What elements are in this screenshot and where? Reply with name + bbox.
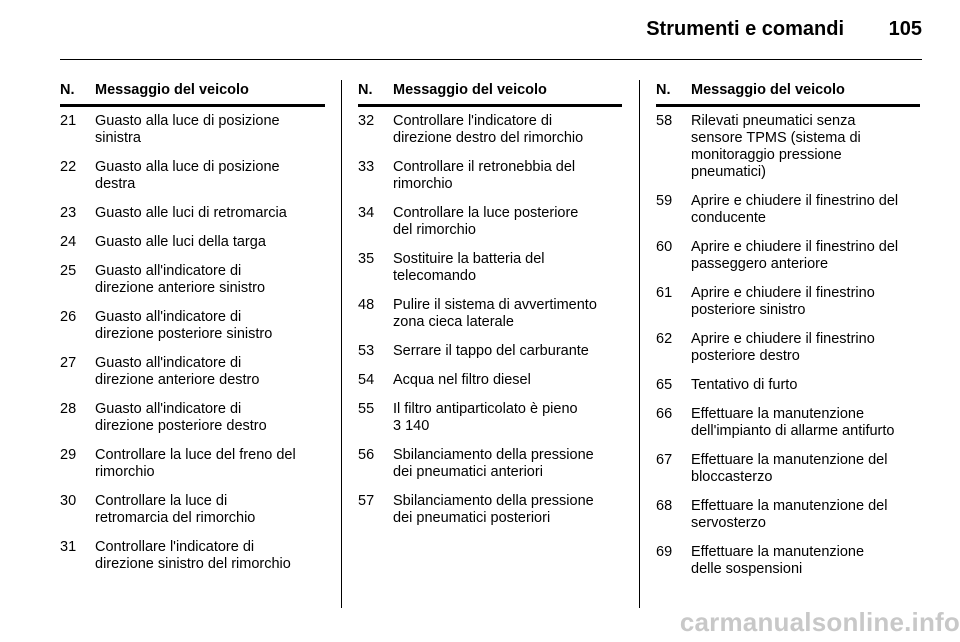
message-line: Effettuare la manutenzione (691, 544, 865, 560)
message-text (95, 447, 325, 481)
message-line: Aprire e chiudere il finestrino (691, 285, 875, 301)
message-number: 26 (60, 309, 77, 325)
message-line: Aprire e chiudere il finestrino del (691, 193, 899, 209)
message-number: 31 (60, 539, 77, 555)
page-number: 105 (888, 18, 922, 40)
table-row (60, 234, 325, 251)
page-title: Strumenti e comandi (646, 18, 844, 40)
message-line: Tentativo di furto (691, 377, 798, 393)
message-line: Pulire il sistema di avvertimento (393, 297, 597, 313)
header-number-label: N. (358, 82, 373, 98)
message-text (691, 331, 920, 365)
message-line: delle sospensioni (691, 561, 803, 577)
table-row (358, 493, 622, 527)
table-row (358, 205, 622, 239)
message-number: 55 (358, 401, 375, 417)
message-text (393, 401, 622, 435)
header-message-label: Messaggio del veicolo (691, 82, 845, 98)
message-line: Effettuare la manutenzione (691, 406, 865, 422)
message-number: 58 (656, 113, 673, 129)
message-number: 27 (60, 355, 77, 371)
message-line: sensore TPMS (sistema di (691, 130, 861, 146)
message-line: Serrare il tappo del carburante (393, 343, 589, 359)
message-text (393, 297, 622, 331)
message-number: 65 (656, 377, 673, 393)
table-row (60, 205, 325, 222)
message-line: Acqua nel filtro diesel (393, 372, 531, 388)
table-row (358, 447, 622, 481)
table-body (656, 113, 920, 578)
table-row (656, 406, 920, 440)
table-body (358, 113, 622, 527)
message-text (95, 113, 325, 147)
message-number: 48 (358, 297, 375, 313)
message-number: 28 (60, 401, 77, 417)
table-row (358, 372, 622, 389)
page-header (60, 0, 922, 60)
message-number: 21 (60, 113, 77, 129)
table-row (358, 401, 622, 435)
table-header (60, 80, 325, 107)
message-text (393, 251, 622, 285)
message-line: zona cieca laterale (393, 314, 514, 330)
message-line: Effettuare la manutenzione del (691, 498, 888, 514)
message-number: 61 (656, 285, 673, 301)
message-line: 3 140 (393, 418, 430, 434)
message-line: bloccasterzo (691, 469, 773, 485)
message-line: direzione posteriore destro (95, 418, 267, 434)
table-row (60, 539, 325, 573)
message-line: Guasto all'indicatore di (95, 309, 242, 325)
message-text (393, 447, 622, 481)
message-line: passeggero anteriore (691, 256, 829, 272)
message-line: Controllare l'indicatore di (95, 539, 255, 555)
table-row (656, 113, 920, 181)
message-line: rimorchio (393, 176, 453, 192)
message-number: 68 (656, 498, 673, 514)
table-row (358, 343, 622, 360)
message-line: Effettuare la manutenzione del (691, 452, 888, 468)
message-text (393, 372, 622, 389)
message-line: destra (95, 176, 136, 192)
header-number-label: N. (60, 82, 75, 98)
message-line: dell'impianto di allarme antifurto (691, 423, 895, 439)
message-text (691, 452, 920, 486)
message-line: Guasto alle luci della targa (95, 234, 266, 250)
message-number: 62 (656, 331, 673, 347)
message-line: Sbilanciamento della pressione (393, 493, 594, 509)
message-line: sinistra (95, 130, 141, 146)
table-row (656, 239, 920, 273)
message-text (95, 355, 325, 389)
message-line: Aprire e chiudere il finestrino (691, 331, 875, 347)
message-text (691, 544, 920, 578)
table-row (656, 498, 920, 532)
message-number: 59 (656, 193, 673, 209)
table-row (60, 355, 325, 389)
table-row (60, 447, 325, 481)
header-message-label: Messaggio del veicolo (95, 82, 249, 98)
column-divider (639, 80, 640, 608)
message-line: del rimorchio (393, 222, 476, 238)
message-number: 24 (60, 234, 77, 250)
message-line: Controllare l'indicatore di (393, 113, 553, 129)
message-line: Guasto all'indicatore di (95, 355, 242, 371)
message-number: 32 (358, 113, 375, 129)
message-text (393, 493, 622, 527)
message-text (393, 159, 622, 193)
message-text (393, 113, 622, 147)
table-row (60, 493, 325, 527)
message-line: Guasto alle luci di retromarcia (95, 205, 287, 221)
message-line: Guasto all'indicatore di (95, 401, 242, 417)
table-row (358, 297, 622, 331)
message-number: 22 (60, 159, 77, 175)
message-line: direzione anteriore destro (95, 372, 260, 388)
message-line: posteriore sinistro (691, 302, 806, 318)
table-row (656, 377, 920, 394)
table-row (60, 159, 325, 193)
message-number: 34 (358, 205, 375, 221)
table-row (60, 113, 325, 147)
header-number-label: N. (656, 82, 671, 98)
message-text (691, 498, 920, 532)
message-line: Sostituire la batteria del (393, 251, 545, 267)
message-number: 56 (358, 447, 375, 463)
message-text (95, 493, 325, 527)
message-text (95, 309, 325, 343)
message-text (691, 377, 920, 394)
table-row (656, 544, 920, 578)
table-column-2 (358, 80, 622, 539)
column-divider (341, 80, 342, 608)
message-line: posteriore destro (691, 348, 800, 364)
message-line: servosterzo (691, 515, 766, 531)
message-line: Guasto alla luce di posizione (95, 159, 280, 175)
watermark: carmanualsonline.info (679, 607, 960, 637)
message-line: pneumatici) (691, 164, 766, 180)
message-number: 30 (60, 493, 77, 509)
message-text (95, 234, 325, 251)
message-line: Controllare la luce del freno del (95, 447, 296, 463)
message-number: 69 (656, 544, 673, 560)
table-column-3 (656, 80, 920, 590)
message-text (393, 205, 622, 239)
table-column-1 (60, 80, 325, 585)
message-line: direzione anteriore sinistro (95, 280, 266, 296)
message-number: 54 (358, 372, 375, 388)
message-line: conducente (691, 210, 766, 226)
table-row (358, 113, 622, 147)
message-line: Rilevati pneumatici senza (691, 113, 856, 129)
message-number: 35 (358, 251, 375, 267)
table-row (60, 401, 325, 435)
message-line: dei pneumatici posteriori (393, 510, 551, 526)
table-row (60, 309, 325, 343)
message-text (393, 343, 622, 360)
message-line: direzione sinistro del rimorchio (95, 556, 291, 572)
message-number: 23 (60, 205, 77, 221)
message-line: Guasto all'indicatore di (95, 263, 242, 279)
message-number: 67 (656, 452, 673, 468)
message-text (95, 205, 325, 222)
message-line: Il filtro antiparticolato è pieno (393, 401, 578, 417)
table-body (60, 113, 325, 573)
header-message-label: Messaggio del veicolo (393, 82, 547, 98)
message-number: 25 (60, 263, 77, 279)
message-text (95, 539, 325, 573)
message-text (95, 263, 325, 297)
table-header (358, 80, 622, 107)
message-number: 60 (656, 239, 673, 255)
message-text (691, 239, 920, 273)
table-row (656, 331, 920, 365)
message-text (95, 159, 325, 193)
message-number: 66 (656, 406, 673, 422)
table-row (358, 251, 622, 285)
message-line: direzione destro del rimorchio (393, 130, 584, 146)
message-line: Aprire e chiudere il finestrino del (691, 239, 899, 255)
message-text (691, 113, 920, 181)
message-number: 33 (358, 159, 375, 175)
message-line: dei pneumatici anteriori (393, 464, 543, 480)
message-line: retromarcia del rimorchio (95, 510, 256, 526)
message-line: Controllare la luce di (95, 493, 228, 509)
message-line: monitoraggio pressione (691, 147, 842, 163)
message-line: telecomando (393, 268, 477, 284)
message-line: rimorchio (95, 464, 155, 480)
message-line: direzione posteriore sinistro (95, 326, 273, 342)
message-number: 53 (358, 343, 375, 359)
message-text (691, 406, 920, 440)
table-row (656, 452, 920, 486)
message-text (691, 285, 920, 319)
table-row (60, 263, 325, 297)
message-number: 29 (60, 447, 77, 463)
message-line: Sbilanciamento della pressione (393, 447, 594, 463)
table-row (358, 159, 622, 193)
message-line: Guasto alla luce di posizione (95, 113, 280, 129)
message-text (95, 401, 325, 435)
table-row (656, 285, 920, 319)
message-line: Controllare il retronebbia del (393, 159, 576, 175)
message-text (691, 193, 920, 227)
table-header (656, 80, 920, 107)
message-number: 57 (358, 493, 375, 509)
message-line: Controllare la luce posteriore (393, 205, 579, 221)
table-row (656, 193, 920, 227)
